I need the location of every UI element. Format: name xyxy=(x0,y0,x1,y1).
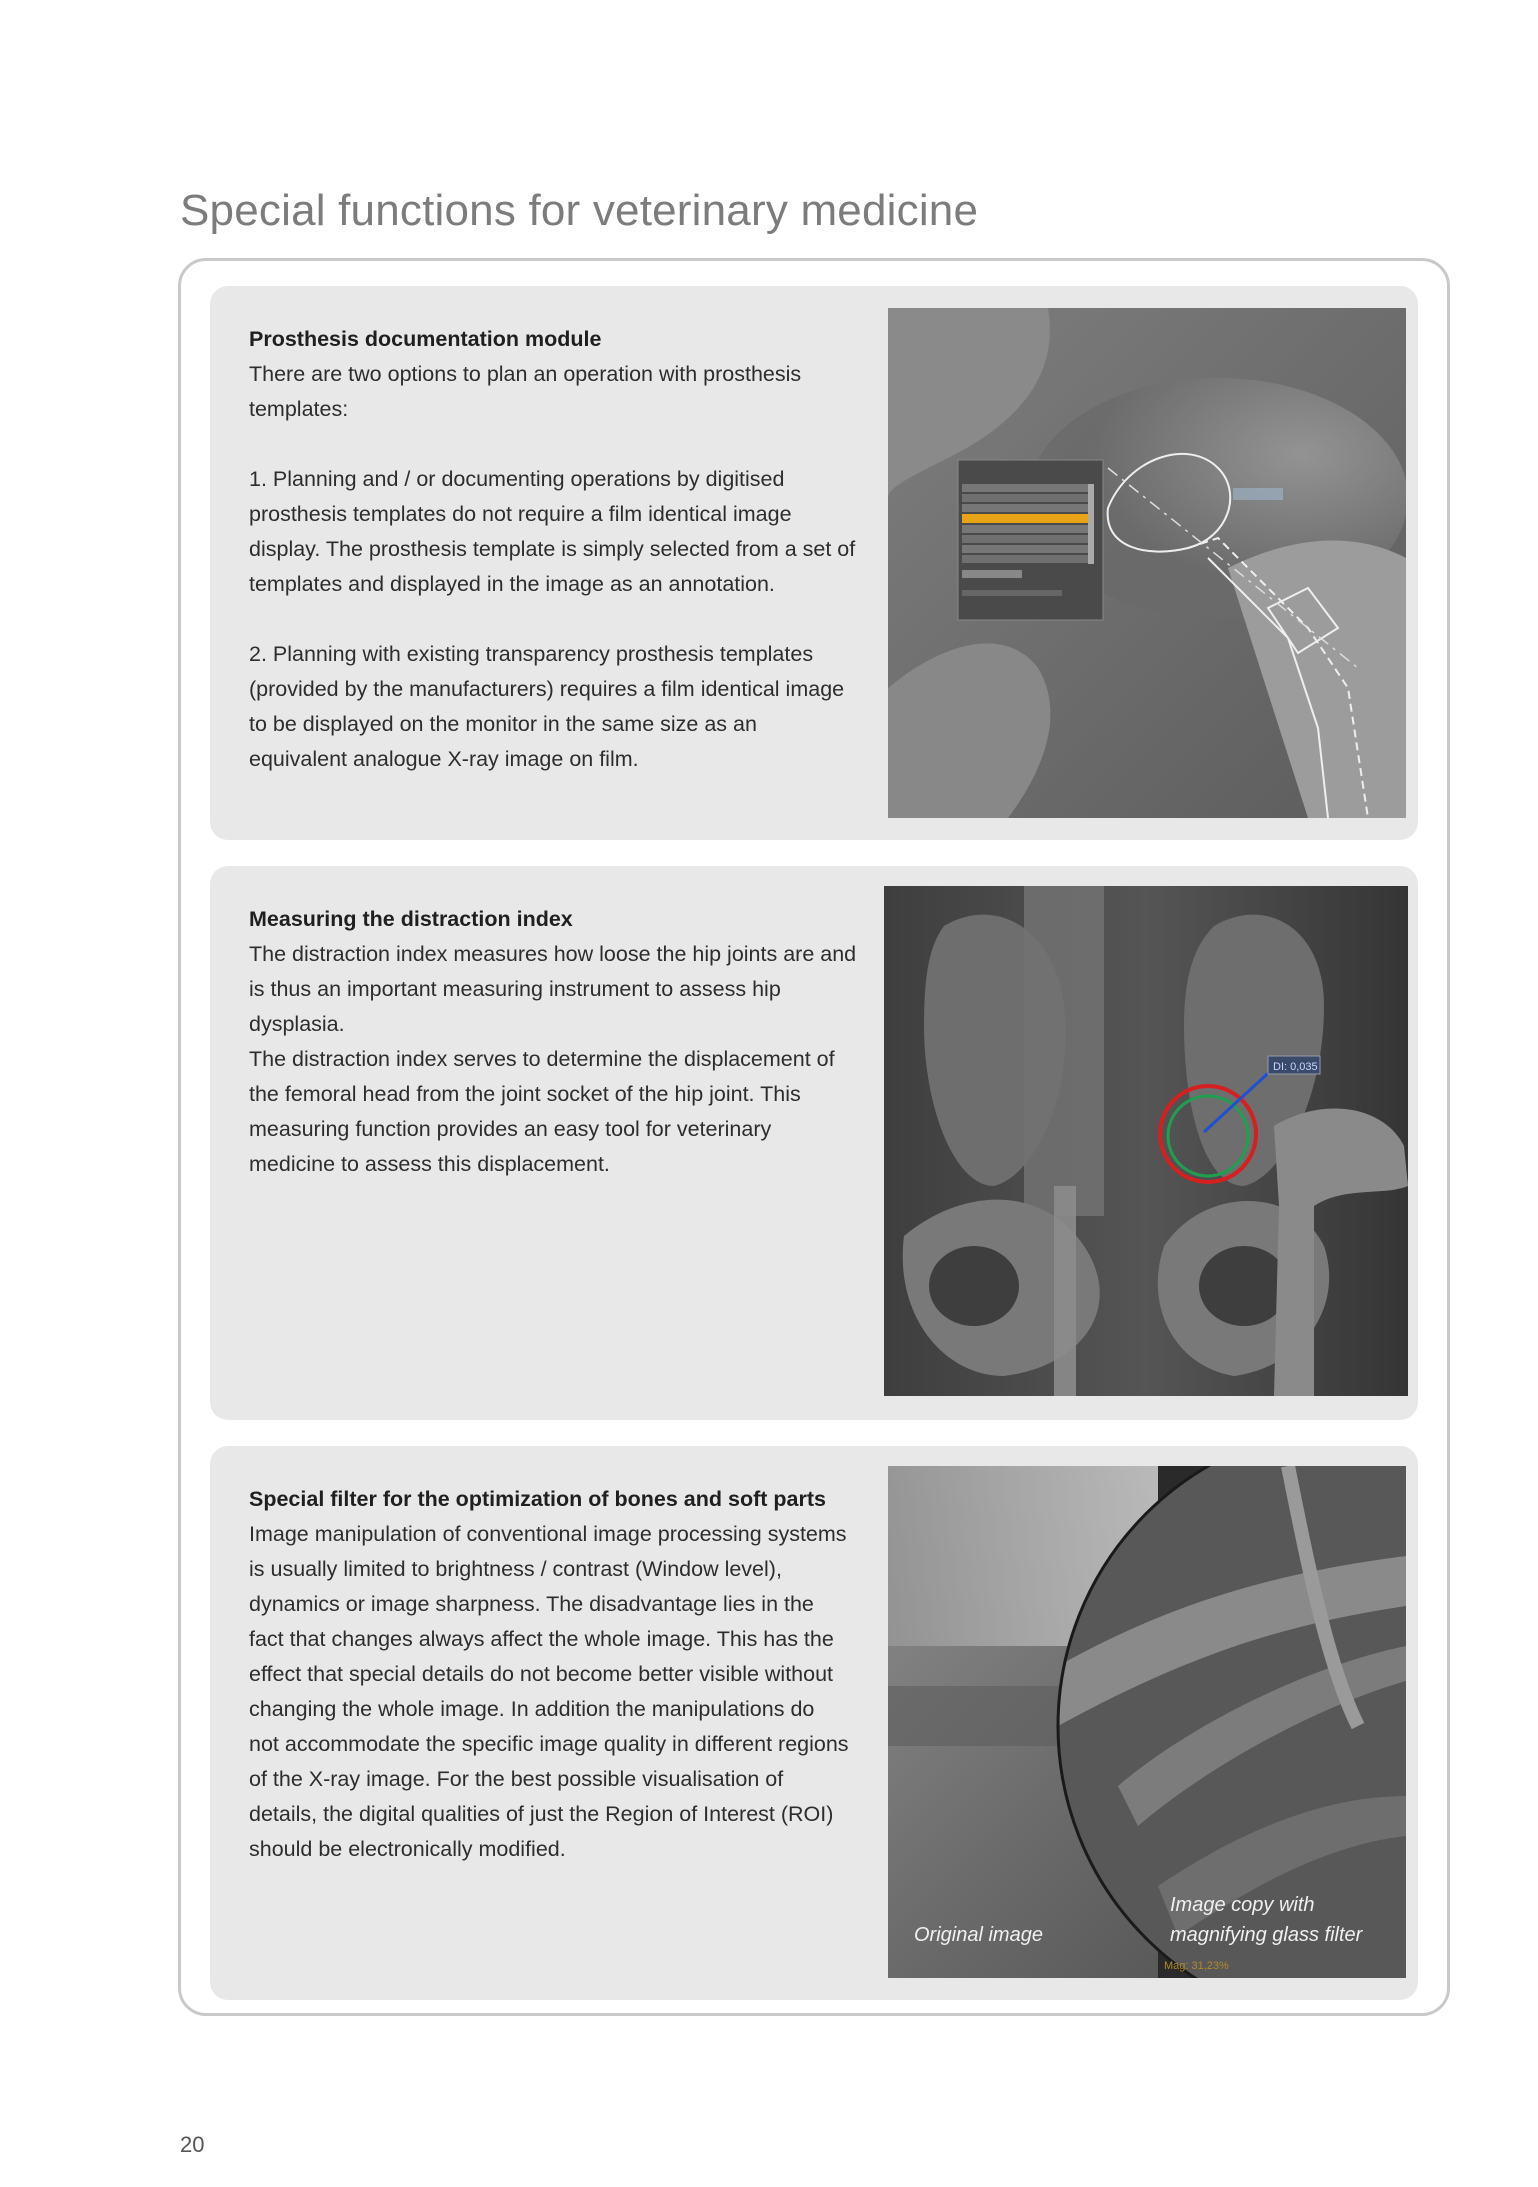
prosthesis-text xyxy=(249,322,859,777)
distraction-index-section xyxy=(210,866,1418,1420)
hip-prosthesis-xray-image xyxy=(888,308,1406,818)
magnified-image-caption: Image copy with magnifying glass filter xyxy=(1170,1894,1363,1946)
original-image-caption: Original image xyxy=(914,1924,1043,1946)
paragraph: Image manipulation of conventional image processing systems is usually limited to brightness / contrast (Window level), dynamics or image sharpness. The disadvantage lies in the fact that changes always affect the whole image. This has the effect that special details do not become better visible without changing the whole image. In addition the manipulations do not accommodate the specific image quality in different regions of the X-ray image. For the best possible visualisation of details, the digital qualities of just the Region of Interest (ROI) should be electronically modified. xyxy=(249,1522,849,1861)
paragraph: The distraction index measures how loose the hip joints are and is thus an important measuring instrument to assess hip dysplasia. xyxy=(249,942,857,1036)
special-filter-section xyxy=(210,1446,1418,2000)
page-number: 20 xyxy=(180,2132,205,2157)
prosthesis-section xyxy=(210,286,1418,840)
section-heading: Prosthesis documentation module xyxy=(249,327,602,351)
paragraph: There are two options to plan an operation with prosthesis templates: xyxy=(249,362,802,421)
magnification-label: Mag: 31,23% xyxy=(1164,1960,1229,1972)
special-filter-text xyxy=(249,1482,849,1867)
section-heading: Measuring the distraction index xyxy=(249,907,573,931)
filter-comparison-xray-image xyxy=(888,1466,1406,1978)
paragraph: 2. Planning with existing transparency prosthesis templates (provided by the manufacturers) requires a film identical image to be displayed on the monitor in the same size as an equivalent analogue X-ray image on film. xyxy=(249,642,845,771)
distraction-index-label: DI: 0,035 xyxy=(1273,1061,1318,1073)
page-title: Special functions for veterinary medicine xyxy=(180,186,979,235)
paragraph: The distraction index serves to determine the displacement of the femoral head from the joint socket of the hip joint. This measuring function provides an easy tool for veterinary medicine to assess this displacement. xyxy=(249,1047,835,1176)
paragraph: 1. Planning and / or documenting operations by digitised prosthesis templates do not require a film identical image display. The prosthesis template is simply selected from a set of templates and displayed in the image as an annotation. xyxy=(249,467,856,596)
section-heading: Special filter for the optimization of bones and soft parts xyxy=(249,1487,826,1511)
pelvis-xray-image xyxy=(884,886,1408,1396)
distraction-text xyxy=(249,902,859,1182)
